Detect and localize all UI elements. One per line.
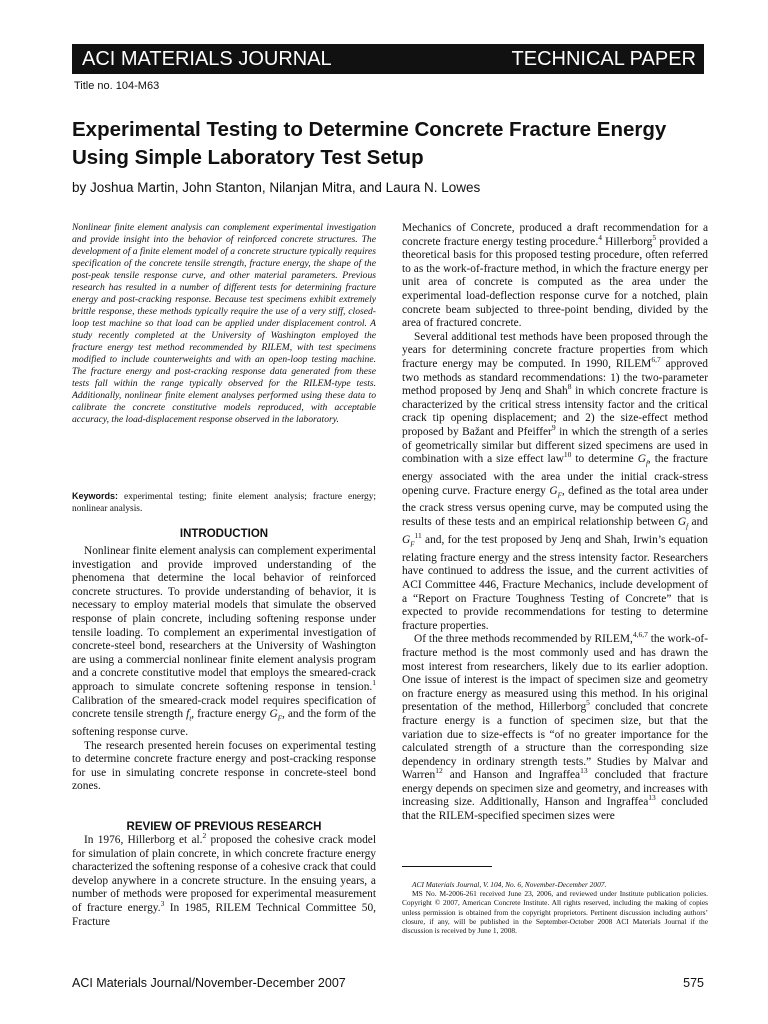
page-number: 575 [683,976,704,990]
right-column-text [402,222,708,824]
title-number: Title no. 104-M63 [74,80,160,92]
abstract: Nonlinear finite element analysis can complement experimental investigation and provide insight into the behavior of reinforced concrete structures. The development of a finite element model of a concrete structure typically requires specification of the concrete tensile strength, fracture energy, the shape of the post-peak tensile response curve, and other material parameters. Previous research has resulted in a number of different tests for determining fracture energy and post-cracking response. Because test specimens exhibit extremely brittle response, these methods typically require the use of a very stiff, closed-loop test machine so that load can be applied under displacement control. A study recently completed at the University of Washington employed the fracture energy test method recommended by RILEM, with test specimens modified to include counterweights and with an open-loop testing machine. The fracture energy and post-cracking response data generated from these tests fall within the range typically observed for the RILEM-type tests. Additionally, nonlinear finite element analyses performed using these data to calibrate the concrete constitutive models reproduced, with acceptable accuracy, the load-displacement response observed in the laboratory. [72,222,376,425]
paragraph: In 1976, Hillerborg et al.$^2$ proposed the cohesive crack model for simulation of plain concrete, in which concrete fracture energy characterized the softening response of a cohesive crack that could develop anywhere in a concrete structure. In the ensuing years, a number of methods were proposed for experimental measurement of fracture energy.$^3$ In 1985, RILEM Technical Committee 50, Fracture [72,831,376,928]
review-text [72,831,376,929]
keywords-text: experimental testing; finite element analysis; fracture energy; nonlinear analysis. [72,492,376,514]
paper-type: TECHNICAL PAPER [511,48,696,70]
author-line: by Joshua Martin, John Stanton, Nilanjan Mitra, and Laura N. Lowes [72,180,481,195]
footnote-divider [402,866,492,867]
footnote [402,880,708,935]
introduction-text [72,545,376,794]
paragraph: Of the three methods recommended by RILEM,$^{4,6,7}$ the work-of-fracture method is the most commonly used and has drawn the most interest from researchers, likely due to its earlier adoption. One issue of interest is the impact of specimen size and geometry on fracture energy as measured using this method. In his original presentation of the method, Hillerborg$^5$ concluded that concrete fracture energy is a function of specimen size, but that the variation due to size-effects is “of no greater importance for the calculated strength of a structure than the corresponding size dependency in ordinary strength tests.” Studies by Malvar and Warren$^{12}$ and Hanson and Ingraffea$^{13}$ concluded that fracture energy depends on specimen size and geometry, and increases with increasing size. Additionally, Hanson and Ingraffea$^{13}$ concluded that the RILEM-specified specimen sizes were [402,630,709,823]
footer-journal: ACI Materials Journal/November-December 2007 [72,976,346,990]
paragraph: Several additional test methods have been proposed through the years for determining concrete fracture properties from which fracture energy may be computed. In 1990, RILEM$^{6,7}$ approved two methods as standard recommendations: 1) the two-parameter method proposed by Jenq and Shah$^8$ in which concrete fracture is characterized by the critical stress intensity factor and the critical crack tip opening displacement; and 2) the size-effect method proposed by Bažant and Pfeiffer$^9$ in which the strength of a series of geometrically similar but different sized specimens are used in combination with a size effect law$^{10}$ to determine $G_f$, the fracture energy associated with the area under the initial crack-stress opening curve. Fracture energy $G_F$, defined as the total area under the crack stress versus opening curve, may be computed using the results of these tests and an empirical relationship between $G_f$ and $G_F^{11}$ and, for the test proposed by Jenq and Shah, Irwin’s equation relating fracture energy and the stress intensity factor. Researchers have continued to address the issue, and the current activities of ACI Committee 446, Fracture Mechanics, include development of a “Report on Fracture Toughness Testing of Concrete” that is expected to provide recommendations for testing to determine fracture properties. [402,330,709,632]
footnote-line: ACI Materials Journal, V. 104, No. 6, November-December 2007. [412,880,607,889]
keywords-label: Keywords: [72,491,119,501]
footnote-line: MS No. M-2006-261 received June 23, 2006, and reviewed under Institute publication policies. Copyright © 2007, American Concrete Institute. All rights reserved, including the making of copies unless permission is obtained from the copyright proprietors. Pertinent discussion including authors’ closure, if any, will be published in the September-October 2008 ACI Materials Journal if the discussion is received by June 1, 2008. [402,889,708,936]
section-heading-review: REVIEW OF PREVIOUS RESEARCH [126,821,322,833]
journal-banner [72,44,704,74]
paragraph: Nonlinear finite element analysis can complement experimental investigation and provide improved understanding of the phenomena that determine the local behavior of reinforced concrete structures. To provide understanding of behavior, it is necessary to employ material models that simulate the observed response of plain concrete, including softening response under tensile loading. To complement an experimental investigation of concrete-steel bond, researchers at the University of Washington are using a commercial nonlinear finite element analysis program and a concrete constitutive model that employs the smeared-crack approach to simulate concrete softening response in tension.$^1$ Calibration of the smeared-crack model requires specification of concrete tensile strength $f_t$, fracture energy $G_F$, and the form of the softening response curve. [72,545,376,738]
journal-name: ACI MATERIALS JOURNAL [82,48,332,70]
paragraph: The research presented herein focuses on experimental testing to determine concrete fracture energy and post-cracking response for use in simulating concrete response in concrete-steel bond zones. [72,739,376,793]
paragraph: Mechanics of Concrete, produced a draft recommendation for a concrete fracture energy testing procedure.$^4$ Hillerborg$^5$ provided a theoretical basis for this proposed testing procedure, often referred to as the work-of-fracture method, in which the fracture energy per unit area of concrete is computed as the area under the experimental load-deflection response curve for a notched, plain concrete beam subjected to three-point bending, divided by the area of fractured concrete. [402,222,708,330]
section-heading-introduction: INTRODUCTION [179,528,269,540]
keywords [72,490,376,515]
paper-title: Experimental Testing to Determine Concrete Fracture Energy Using Simple Laboratory Test Setup [72,118,667,169]
